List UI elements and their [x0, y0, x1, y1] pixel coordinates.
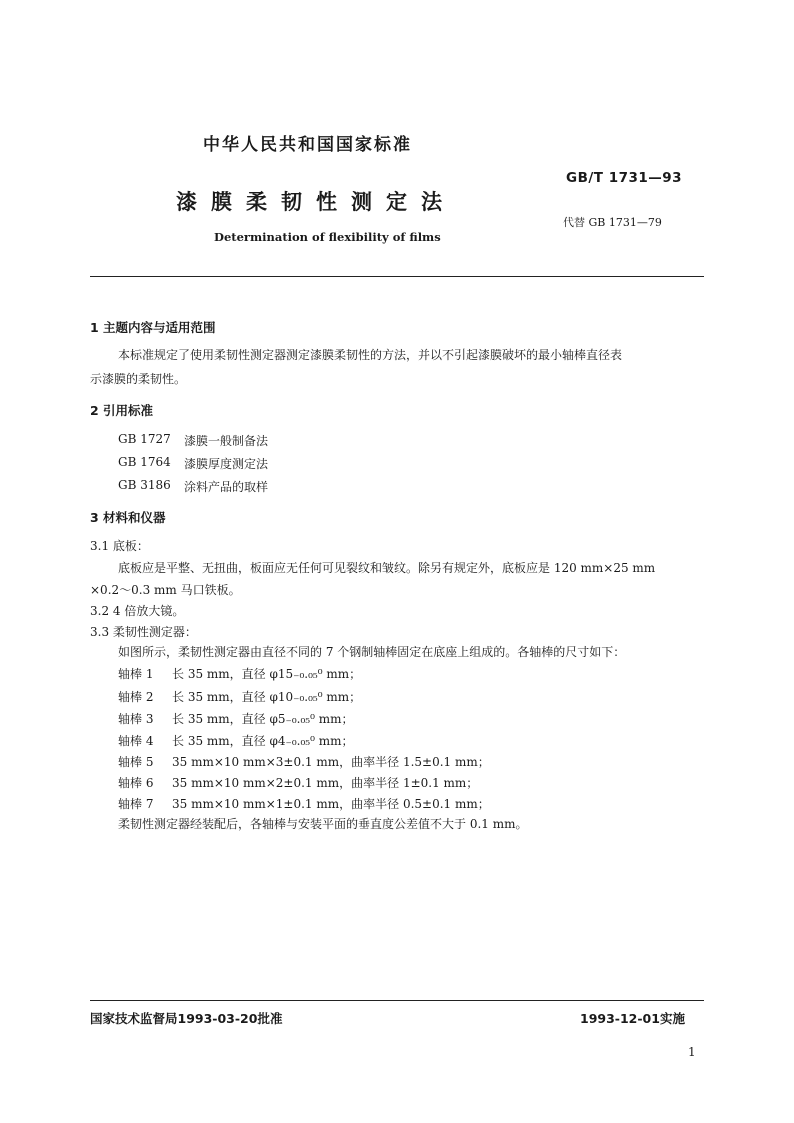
subsection-3-3-closing: 柔韧性测定器经装配后，各轴棒与安装平面的垂直度公差值不大于 0.1 mm。	[118, 817, 528, 831]
section-2-heading: 2 引用标准	[90, 403, 154, 418]
section-1-paragraph-line-2: 示漆膜的柔韧性。	[90, 372, 187, 386]
rod-spec: 长 35 mm，直径 φ15₋₀.₀₅⁰ mm；	[172, 667, 362, 681]
reference-code: GB 1727	[118, 432, 171, 446]
replaces-note: 代替 GB 1731—79	[563, 216, 662, 229]
reference-name: 涂料产品的取样	[184, 480, 269, 494]
english-title: Determination of flexibility of films	[214, 230, 441, 244]
reference-name: 漆膜一般制备法	[184, 434, 269, 448]
subsection-3-1-line-2: ×0.2～0.3 mm 马口铁板。	[90, 583, 241, 597]
footer-divider	[90, 1000, 704, 1001]
rod-spec: 长 35 mm，直径 φ4₋₀.₀₅⁰ mm；	[172, 734, 354, 748]
reference-code: GB 3186	[118, 478, 171, 492]
section-1-heading: 1 主题内容与适用范围	[90, 320, 216, 335]
subsection-3-3-heading: 3.3 柔韧性测定器：	[90, 625, 197, 639]
standard-code: GB/T 1731—93	[566, 170, 683, 186]
document-title: 漆膜柔韧性测定法	[176, 190, 456, 214]
national-standard-label: 中华人民共和国国家标准	[203, 135, 412, 155]
reference-code: GB 1764	[118, 455, 171, 469]
subsection-3-1-line-1: 底板应是平整、无扭曲，板面应无任何可见裂纹和皱纹。除另有规定外，底板应是 120 mm×25 mm	[118, 561, 656, 575]
rod-name: 轴棒 3	[118, 712, 154, 726]
page-number: 1	[688, 1045, 696, 1059]
rod-spec: 35 mm×10 mm×1±0.1 mm，曲率半径 0.5±0.1 mm；	[172, 797, 490, 811]
section-1-paragraph-line-1: 本标准规定了使用柔韧性测定器测定漆膜柔韧性的方法，并以不引起漆膜破坏的最小轴棒直径表	[118, 348, 623, 362]
effective-date-note: 1993-12-01实施	[580, 1011, 685, 1026]
section-3-heading: 3 材料和仪器	[90, 510, 166, 525]
rod-name: 轴棒 6	[118, 776, 154, 790]
rod-name: 轴棒 2	[118, 690, 154, 704]
subsection-3-1-heading: 3.1 底板：	[90, 539, 149, 553]
rod-spec: 长 35 mm，直径 φ5₋₀.₀₅⁰ mm；	[172, 712, 354, 726]
rod-spec: 35 mm×10 mm×3±0.1 mm，曲率半径 1.5±0.1 mm；	[172, 755, 490, 769]
rod-spec: 35 mm×10 mm×2±0.1 mm，曲率半径 1±0.1 mm；	[172, 776, 479, 790]
subsection-3-2: 3.2 4 倍放大镜。	[90, 604, 185, 618]
approval-note: 国家技术监督局1993-03-20批准	[90, 1011, 283, 1026]
reference-name: 漆膜厚度测定法	[184, 457, 269, 471]
rod-name: 轴棒 1	[118, 667, 154, 681]
rod-spec: 长 35 mm，直径 φ10₋₀.₀₅⁰ mm；	[172, 690, 362, 704]
rod-name: 轴棒 4	[118, 734, 154, 748]
subsection-3-3-intro: 如图所示，柔韧性测定器由直径不同的 7 个钢制轴棒固定在底座上组成的。各轴棒的尺寸如下：	[118, 645, 626, 659]
rod-name: 轴棒 7	[118, 797, 154, 811]
rod-name: 轴棒 5	[118, 755, 154, 769]
header-divider	[90, 276, 704, 277]
